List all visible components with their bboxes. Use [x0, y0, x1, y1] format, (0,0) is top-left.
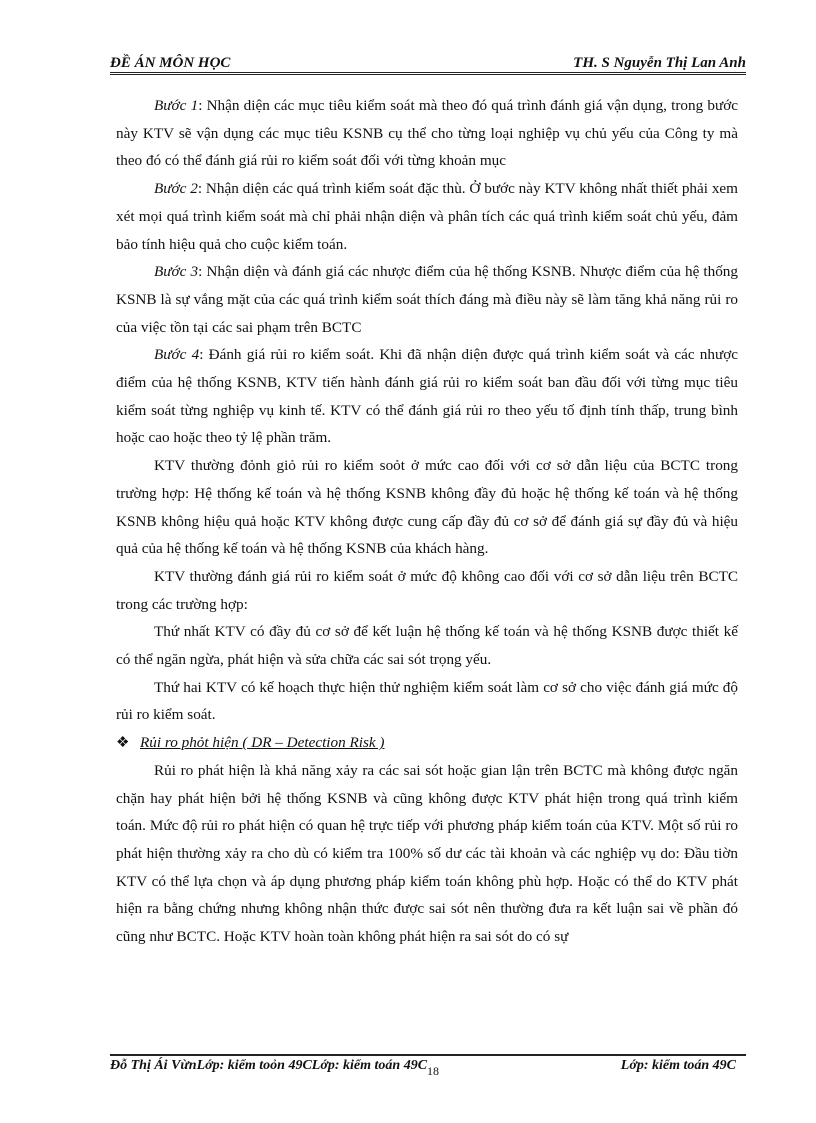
paragraph-text: : Đánh giá rủi ro kiểm soát. Khi đã nhận diện được quá trình kiểm soát và các nhược điểm của hệ thống KSNB, KTV tiến hành đánh giá rủi ro kiểm soát ban đầu đối với từng mục tiêu kiểm soát từng nghiệp vụ kinh tế. KTV có thể đánh giá rủi ro theo yếu tố định tính thấp, trung bình hoặc cao hoặc theo tỷ lệ phần trăm.	[116, 346, 738, 447]
step-label: Bước 4	[154, 346, 200, 364]
paragraph-step-4	[116, 341, 738, 452]
paragraph-detection-risk: Rủi ro phát hiện là khả năng xảy ra các sai sót hoặc gian lận trên BCTC mà không được ngăn chặn hay phát hiện bởi hệ thống KSNB và cũng không được KTV phát hiện trong quá trình kiểm toán. Mức độ rủi ro phát hiện có quan hệ trực tiếp với phương pháp kiểm toán của KTV. Một số rủi ro phát hiện thường xảy ra cho dù có kiểm tra 100% số dư các tài khoản và các nghiệp vụ do: Đầu tiờn KTV có thể lựa chọn và áp dụng phương pháp kiểm toán không phù hợp. Hoặc có thể do KTV phát hiện ra bằng chứng nhưng không nhận thức được sai sót nên thường đưa ra kết luận sai về phần đó cũng như BCTC. Hoặc KTV hoàn toàn không phát hiện ra sai sót do có sự	[116, 761, 738, 946]
paragraph-low-risk: KTV thường đánh giá rủi ro kiểm soát ở mức độ không cao đối với cơ sở dẫn liệu trên BCTC trong các trường hợp:	[116, 567, 738, 613]
footer-author: Đỗ Thị Ái VừnLớp: kiểm toỏn 49CLớp: kiểm toán 49C	[110, 1058, 428, 1073]
section-heading-detection-risk	[116, 729, 738, 757]
section-heading-text: Rủi ro phỏt hiện ( DR – Detection Risk )	[140, 734, 385, 752]
step-label: Bước 2	[154, 180, 198, 198]
step-label: Bước 1	[154, 97, 199, 114]
step-label: Bước 3	[154, 263, 199, 281]
footer-divider	[110, 1054, 746, 1056]
paragraph-first-case: Thứ nhất KTV có đầy đủ cơ sở để kết luận hệ thống kế toán và hệ thống KSNB được thiết kế có thể ngăn ngừa, phát hiện và sửa chữa các sai sót trọng yếu.	[116, 623, 738, 669]
paragraph-step-2	[116, 175, 738, 258]
paragraph-text: : Nhận diện và đánh giá các nhược điểm của hệ thống KSNB. Nhược điểm của hệ thống KSNB là sự vắng mặt của các quá trình kiểm soát thích đáng mà điều này sẽ làm tăng khả năng rủi ro của việc tồn tại các sai phạm trên BCTC	[116, 263, 738, 336]
paragraph-text: : Nhận diện các mục tiêu kiểm soát mà theo đó quá trình đánh giá vận dụng, trong bước này KTV sẽ vận dụng các mục tiêu KSNB cụ thể cho từng loại nghiệp vụ chủ yếu của Công ty mà theo đó có thể đánh giá rủi ro kiểm soát đối với từng khoản mục	[116, 97, 738, 170]
footer-class: Lớp: kiểm toán 49C	[620, 1058, 736, 1073]
paragraph-second-case: Thứ hai KTV có kế hoạch thực hiện thử nghiệm kiểm soát làm cơ sở cho việc đánh giá mức độ rủi ro kiểm soát.	[116, 678, 738, 724]
four-diamond-icon: ❖	[116, 734, 130, 752]
page-header	[110, 48, 746, 72]
paragraph-step-1	[116, 92, 738, 175]
paragraph-step-3	[116, 258, 738, 341]
header-divider	[110, 72, 746, 75]
page-number: 18	[427, 1064, 439, 1078]
header-course-title: ĐỀ ÁN MÔN HỌC	[110, 55, 231, 71]
paragraph-high-risk: KTV thường đỏnh giỏ rủi ro kiểm soỏt ở mức cao đối với cơ sở dẫn liệu của BCTC trong trường hợp: Hệ thống kế toán và hệ thống KSNB không đầy đủ hoặc hệ thống kế toán và hệ thống KSNB không hiệu quả hoặc KTV không được cung cấp đầy đủ cơ sở để đánh giá sự đầy đủ và hiệu quả của hệ thống kế toán và hệ thống KSNB của khách hàng.	[116, 457, 738, 558]
header-instructor: TH. S Nguyễn Thị Lan Anh	[573, 55, 746, 71]
page-footer	[110, 1058, 746, 1080]
paragraph-text: : Nhận diện các quá trình kiểm soát đặc thù. Ở bước này KTV không nhất thiết phải xem xét mọi quá trình kiểm soát mà chỉ phải nhận diện và phân tích các quá trình kiểm soát chủ yếu, đảm bảo tính hiệu quả cho cuộc kiểm toán.	[116, 180, 738, 253]
document-body	[116, 92, 738, 951]
